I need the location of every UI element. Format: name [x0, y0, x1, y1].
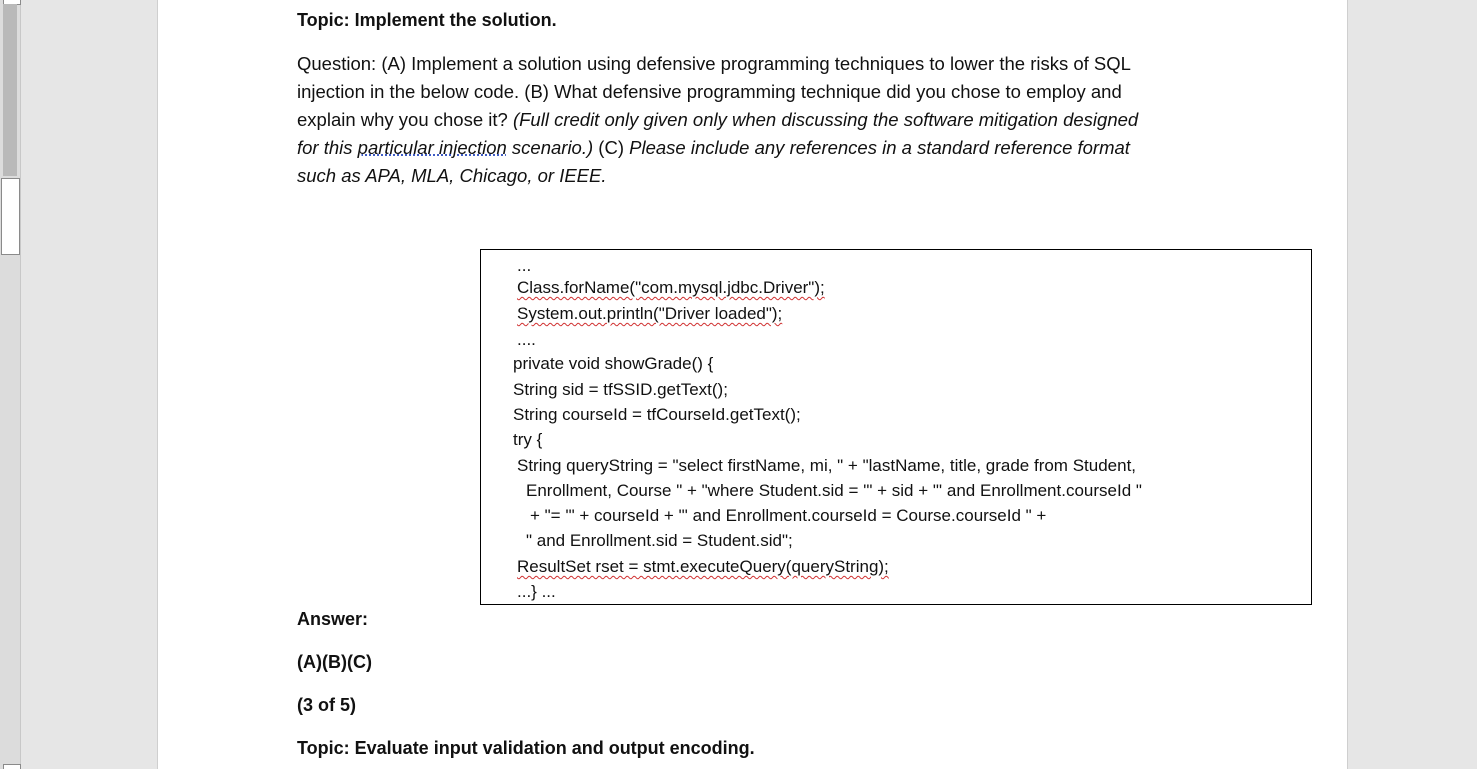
- question-italic-text: (Full credit only given only when discussing the software mitigation designed: [512, 109, 1139, 130]
- code-line: ....: [517, 330, 536, 349]
- document-page: [157, 0, 1348, 769]
- topic-heading: Topic: Implement the solution.: [297, 10, 557, 30]
- question-line-2: injection in the below code. (B) What defensive programming technique did you chose to employ and: [297, 81, 1122, 102]
- ruler-margin-area: [3, 4, 17, 176]
- code-line: String sid = tfSSID.getText();: [513, 380, 728, 399]
- question-line-1: Question: (A) Implement a solution using defensive programming techniques to lower the risks of SQL: [297, 53, 1131, 74]
- code-line: + "= '" + courseId + "' and Enrollment.courseId = Course.courseId " +: [530, 506, 1047, 525]
- code-line: ResultSet rset = stmt.executeQuery(queryString);: [517, 557, 889, 576]
- question-line-5: [297, 162, 1207, 190]
- question-italic-text: for this: [297, 137, 358, 158]
- code-line: String queryString = "select firstName, mi, " + "lastName, title, grade from Student,: [517, 456, 1137, 475]
- progress-indicator: (3 of 5): [297, 695, 357, 715]
- ruler-scroll-handle[interactable]: [1, 178, 20, 255]
- code-line: String courseId = tfCourseId.getText();: [513, 405, 801, 424]
- code-text-box[interactable]: [480, 249, 1312, 605]
- question-text: (C): [593, 137, 630, 158]
- code-line: try {: [513, 430, 543, 449]
- grammar-flagged-text: particular injection: [357, 137, 507, 158]
- code-line: private void showGrade() {: [513, 354, 714, 373]
- question-italic-text: Please include any references in a standard reference format: [629, 137, 1130, 158]
- question-italic-text: such as APA, MLA, Chicago, or IEEE.: [297, 165, 607, 186]
- question-line-3: [297, 106, 1207, 134]
- question-paragraph: [297, 50, 1207, 190]
- code-line: Enrollment, Course " + "where Student.sid = '" + sid + "' and Enrollment.courseId ": [526, 481, 1142, 500]
- question-italic-text: scenario.): [506, 137, 594, 158]
- code-line: ...: [517, 256, 532, 275]
- next-topic-heading: Topic: Evaluate input validation and output encoding.: [297, 738, 755, 758]
- code-line: ...} ...: [517, 582, 556, 601]
- ruler-bottom-marker: [3, 764, 21, 769]
- code-line: Class.forName("com.mysql.jdbc.Driver");: [517, 278, 825, 297]
- answer-parts: (A)(B)(C): [297, 652, 372, 672]
- answer-label: Answer:: [297, 609, 369, 629]
- vertical-ruler: [0, 0, 21, 769]
- question-text: explain why you chose it?: [297, 109, 513, 130]
- question-line-4: [297, 134, 1207, 162]
- code-line: " and Enrollment.sid = Student.sid";: [526, 531, 793, 550]
- code-line: System.out.println("Driver loaded");: [517, 304, 783, 323]
